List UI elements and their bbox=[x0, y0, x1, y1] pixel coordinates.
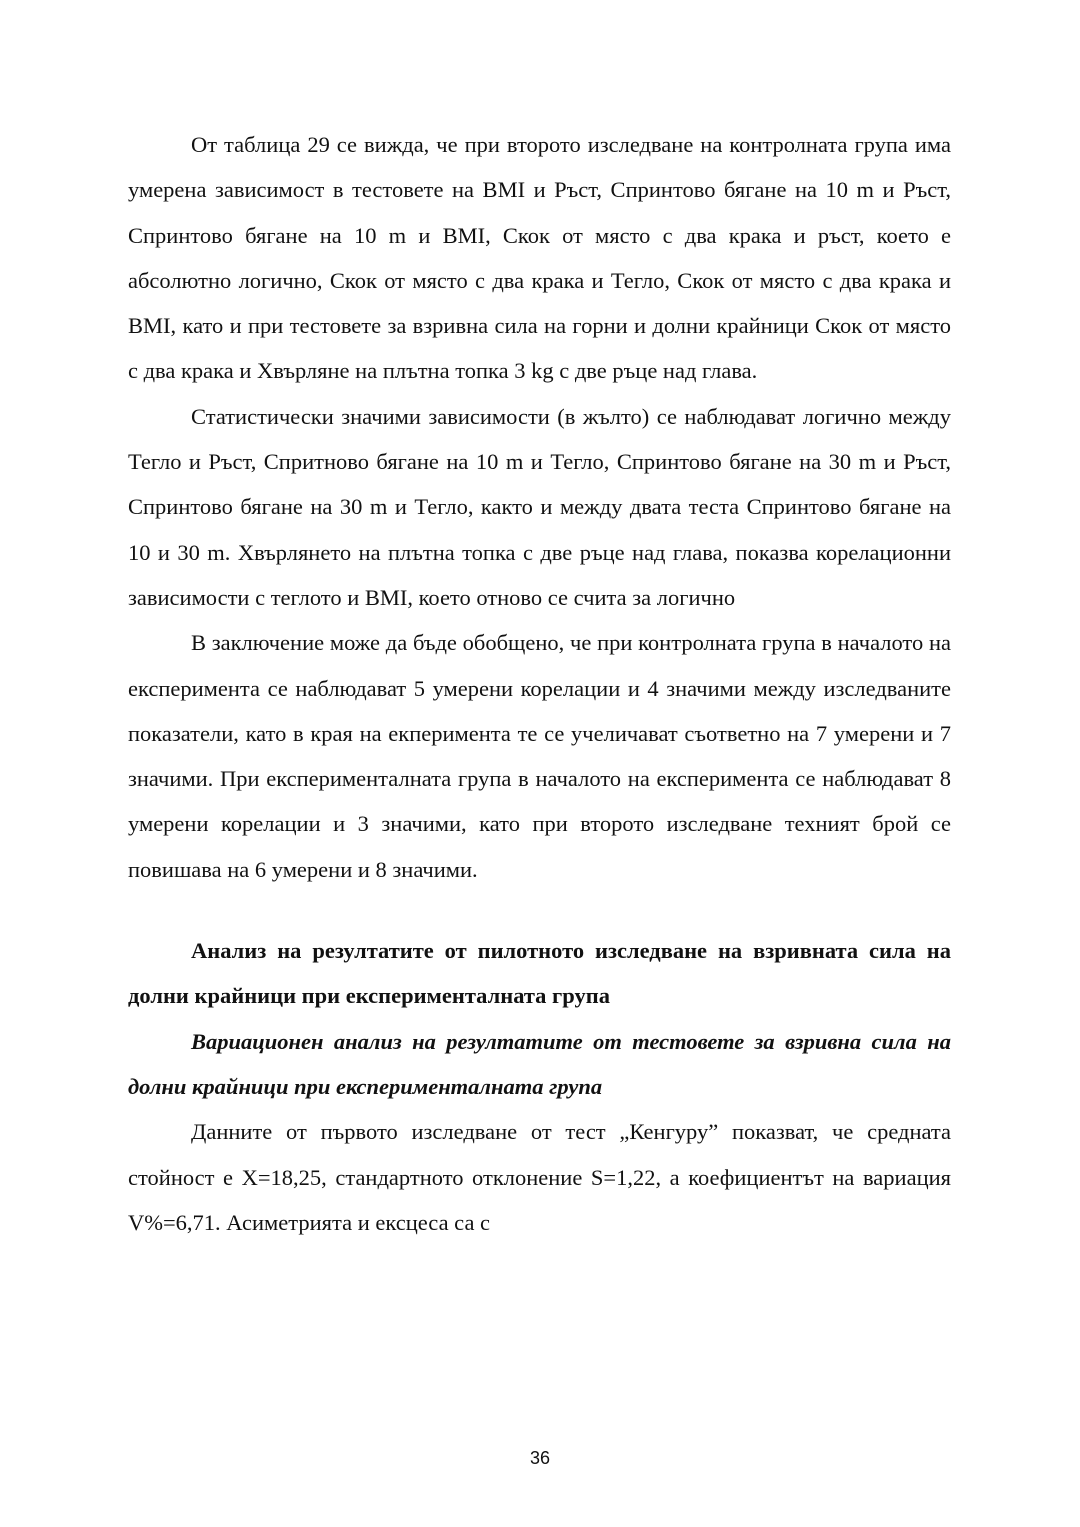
section-spacer bbox=[128, 892, 951, 928]
paragraph-significant-correlations: Статистически значими зависимости (в жълто) се наблюдават логично между Тегло и Ръст, Спритново бягане на 10 m и Тегло, Спринтово бягане на 30 m и Ръст, Спринтово бягане на 30 m и Тегло, както и между двата теста Спринтово бягане на 10 и 30 m. Хвърлянето на плътна топка с две ръце над глава, показва корелационни зависимости с теглото и BMI, което отново се счита за логично bbox=[128, 403, 951, 610]
page-body bbox=[128, 122, 951, 1245]
section-heading: Анализ на резултатите от пилотното изследване на взривната сила на долни крайници при експерименталната група bbox=[128, 938, 951, 1009]
paragraph-conclusion: В заключение може да бъде обобщено, че при контролната група в началото на експеримента се наблюдават 5 умерени корелации и 4 значими между изследваните показатели, като в края на екперимента те се учеличават съответно на 7 умерени и 7 значими. При експерименталната група в началото на експеримента се наблюдават 8 умерени корелации и 3 значими, като при второто изследване техният брой се повишава на 6 умерени и 8 значими. bbox=[128, 630, 951, 882]
section-subheading: Вариационен анализ на резултатите от тестовете за взривна сила на долни крайници при експерименталната група bbox=[128, 1028, 951, 1099]
paragraph-table-29: От таблица 29 се вижда, че при второто изследване на контролната група има умерена зависимост в тестовете на BMI и Ръст, Спринтово бягане на 10 m и Ръст, Спринтово бягане на 10 m и BMI, Скок от място с два крака и ръст, което е абсолютно логично, Скок от място с два крака и Тегло, Скок от място с два крака и BMI, като и при тестовете за взривна сила на горни и долни крайници Скок от място с два крака и Хвърляне на плътна топка 3 kg с две ръце над глава. bbox=[128, 132, 951, 384]
paragraph-kangaroo-test: Данните от първото изследване от тест „Кенгуру” показват, че средната стойност е X=18,25, стандартното отклонение S=1,22, а коефициентът на вариация V%=6,71. Асиметрията и ексцеса са с bbox=[128, 1119, 951, 1235]
page-number: 36 bbox=[529, 1448, 551, 1468]
